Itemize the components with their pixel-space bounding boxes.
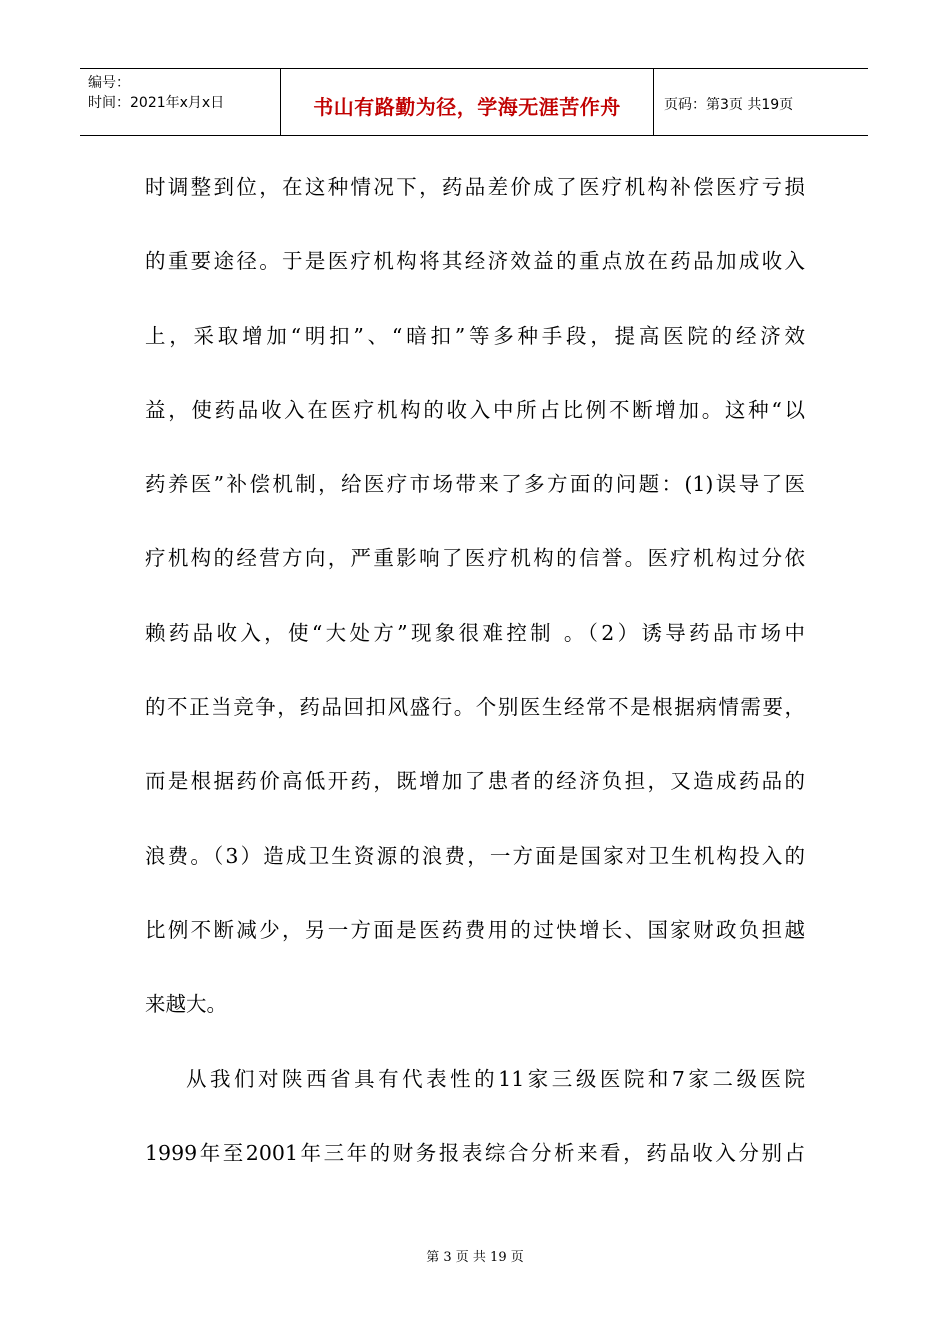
text-line: 益，使药品收入在医疗机构的收入中所占比例不断增加。这种“以 — [145, 397, 805, 422]
text-line: 浪费。（3）造成卫生资源的浪费，一方面是国家对卫生机构投入的 — [145, 843, 805, 868]
header-motto-cell — [281, 69, 654, 135]
paragraph — [145, 1052, 805, 1201]
document-time-label: 时间：2021年x月x日 — [88, 95, 225, 111]
text-line: 的不正当竞争，药品回扣风盛行。个别医生经常不是根据病情需要， — [145, 695, 805, 720]
page-header — [80, 68, 868, 136]
document-body — [145, 160, 805, 1200]
header-page-code: 页码：第3页 共19页 — [664, 97, 794, 113]
text-line: 而是根据药价高低开药，既增加了患者的经济负担，又造成药品的 — [145, 769, 805, 794]
text-line: 药养医”补偿机制，给医疗市场带来了多方面的问题：(1)误导了医 — [145, 472, 805, 497]
text-line: 时调整到位，在这种情况下，药品差价成了医疗机构补偿医疗亏损 — [145, 175, 805, 199]
document-number-label: 编号： — [88, 75, 130, 91]
text-line: 1999年至2001年三年的财务报表综合分析来看，药品收入分别占 — [145, 1140, 805, 1165]
text-line: 赖药品收入，使“大处方”现象很难控制 。（2）诱导药品市场中 — [145, 620, 805, 645]
paragraph — [145, 160, 805, 1052]
header-motto: 书山有路勤为径，学海无涯苦作舟 — [313, 94, 621, 119]
header-meta-cell — [80, 69, 281, 135]
text-line: 疗机构的经营方向，严重影响了医疗机构的信誉。医疗机构过分依 — [145, 546, 805, 571]
text-line: 来越大。 — [145, 992, 227, 1017]
text-line: 的重要途径。于是医疗机构将其经济效益的重点放在药品加成收入 — [145, 249, 805, 274]
header-page-cell — [654, 69, 868, 135]
text-line: 上，采取增加“明扣”、“暗扣”等多种手段，提高医院的经济效 — [145, 323, 805, 348]
text-line: 比例不断减少，另一方面是医药费用的过快增长、国家财政负担越 — [145, 917, 805, 942]
page-footer: 第 3 页 共 19 页 — [426, 1250, 524, 1265]
text-line: 从我们对陕西省具有代表性的11家三级医院和7家二级医院 — [186, 1066, 805, 1091]
